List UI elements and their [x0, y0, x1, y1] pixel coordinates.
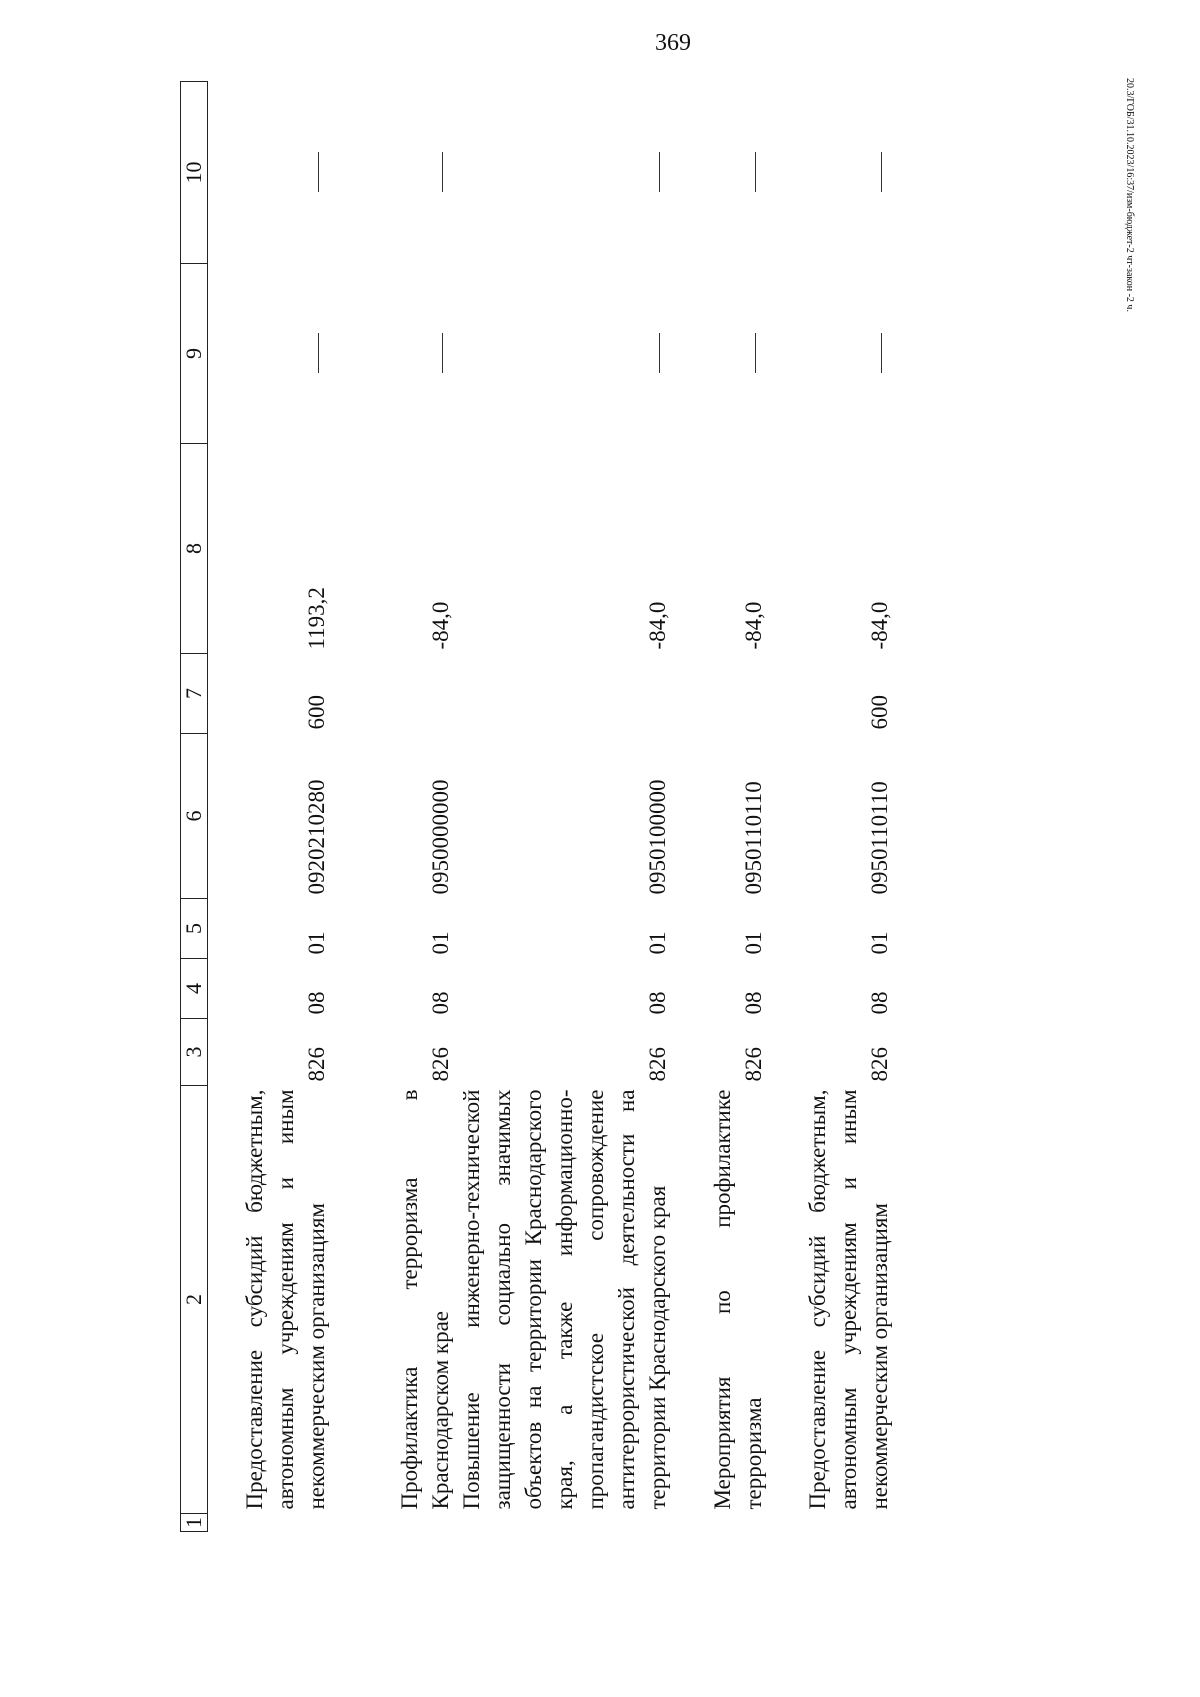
cell-section: 08: [867, 991, 892, 1015]
cell-target-article: 0950110110: [867, 781, 892, 895]
cell-ministry-code: 826: [867, 1047, 892, 1082]
cell-target-article: 0950000000: [428, 779, 453, 895]
table-row: [332, 82, 456, 1532]
header-cell: 4: [181, 959, 208, 1019]
cell-col10: [673, 82, 769, 264]
cell-expense-type: 600: [304, 695, 329, 730]
footer-code: 20.3/ГОБ/31.10.2023/16:37/изм-бюджет-2 чт-закон -2 ч.: [1124, 78, 1135, 312]
row-index-cell: [456, 1514, 673, 1532]
cell-col9: [208, 264, 333, 444]
cell-col10: [456, 82, 673, 264]
header-cell: 10: [181, 82, 208, 264]
cell-ministry-code: 826: [741, 1047, 766, 1082]
cell-ministry-code: 826: [304, 1047, 329, 1082]
row-name: Повышение инженерно-технической защищенности социально значимых объектов на территории Краснодарского края, а также информационно-пропагандистское сопровождение антитеррористической деятельности на территории Краснодарского края: [459, 1089, 670, 1510]
row-name: Профилактика терроризма в Краснодарском крае: [397, 1089, 453, 1510]
table-row: [769, 82, 895, 1532]
header-cell: 5: [181, 899, 208, 959]
dash-mark: [318, 334, 319, 374]
row-name: Мероприятия по профилактике терроризма: [710, 1089, 766, 1510]
row-index-cell: [769, 1514, 895, 1532]
cell-amount: -84,0: [428, 601, 453, 650]
cell-section: 08: [741, 991, 766, 1015]
cell-target-article: 0950110110: [741, 781, 766, 895]
cell-col9: [673, 264, 769, 444]
cell-expense-type: [456, 654, 673, 734]
cell-subsection: 01: [428, 931, 453, 955]
header-cell: 2: [181, 1086, 208, 1514]
cell-section: 08: [645, 991, 670, 1015]
dash-mark: [442, 153, 443, 193]
header-cell: 6: [181, 734, 208, 899]
row-index-cell: [332, 1514, 456, 1532]
cell-target-article: 0950100000: [645, 779, 670, 895]
table-row: [456, 82, 673, 1532]
cell-subsection: 01: [867, 931, 892, 955]
table-row: [673, 82, 769, 1532]
row-index-cell: [673, 1514, 769, 1532]
cell-ministry-code: 826: [645, 1047, 670, 1082]
budget-table: [180, 81, 895, 1532]
cell-subsection: 01: [304, 931, 329, 955]
cell-col9: [456, 264, 673, 444]
cell-expense-type: [673, 654, 769, 734]
cell-col9: [769, 264, 895, 444]
dash-mark: [755, 153, 756, 193]
dash-mark: [318, 153, 319, 193]
cell-ministry-code: 826: [428, 1047, 453, 1082]
dash-mark: [881, 334, 882, 374]
cell-col10: [332, 82, 456, 264]
rotated-table-frame: [180, 82, 1080, 1532]
cell-amount: 1193,2: [304, 587, 329, 650]
page-number: 369: [655, 30, 691, 56]
cell-col9: [332, 264, 456, 444]
table-row: [208, 82, 333, 1532]
header-cell: 8: [181, 444, 208, 654]
header-row: [181, 82, 208, 1532]
cell-section: 08: [304, 991, 329, 1015]
header-cell: 3: [181, 1019, 208, 1086]
cell-amount: -84,0: [741, 601, 766, 650]
row-name: Предоставление субсидий бюджетным, автономным учреждениям и иным некоммерческим организациям: [805, 1089, 892, 1510]
cell-expense-type: 600: [867, 695, 892, 730]
dash-mark: [659, 153, 660, 193]
header-cell: 9: [181, 264, 208, 444]
cell-subsection: 01: [645, 931, 670, 955]
dash-mark: [442, 334, 443, 374]
header-cell: 1: [181, 1514, 208, 1532]
row-index-cell: [208, 1514, 333, 1532]
header-cell: 7: [181, 654, 208, 734]
cell-amount: -84,0: [867, 601, 892, 650]
cell-section: 08: [428, 991, 453, 1015]
dash-mark: [755, 334, 756, 374]
cell-expense-type: [332, 654, 456, 734]
cell-col10: [769, 82, 895, 264]
dash-mark: [659, 334, 660, 374]
cell-amount: -84,0: [645, 601, 670, 650]
cell-col10: [208, 82, 333, 264]
row-name: Предоставление субсидий бюджетным, автономным учреждениям и иным некоммерческим организациям: [242, 1089, 329, 1510]
dash-mark: [881, 153, 882, 193]
cell-target-article: 0920210280: [304, 779, 329, 895]
cell-subsection: 01: [741, 931, 766, 955]
